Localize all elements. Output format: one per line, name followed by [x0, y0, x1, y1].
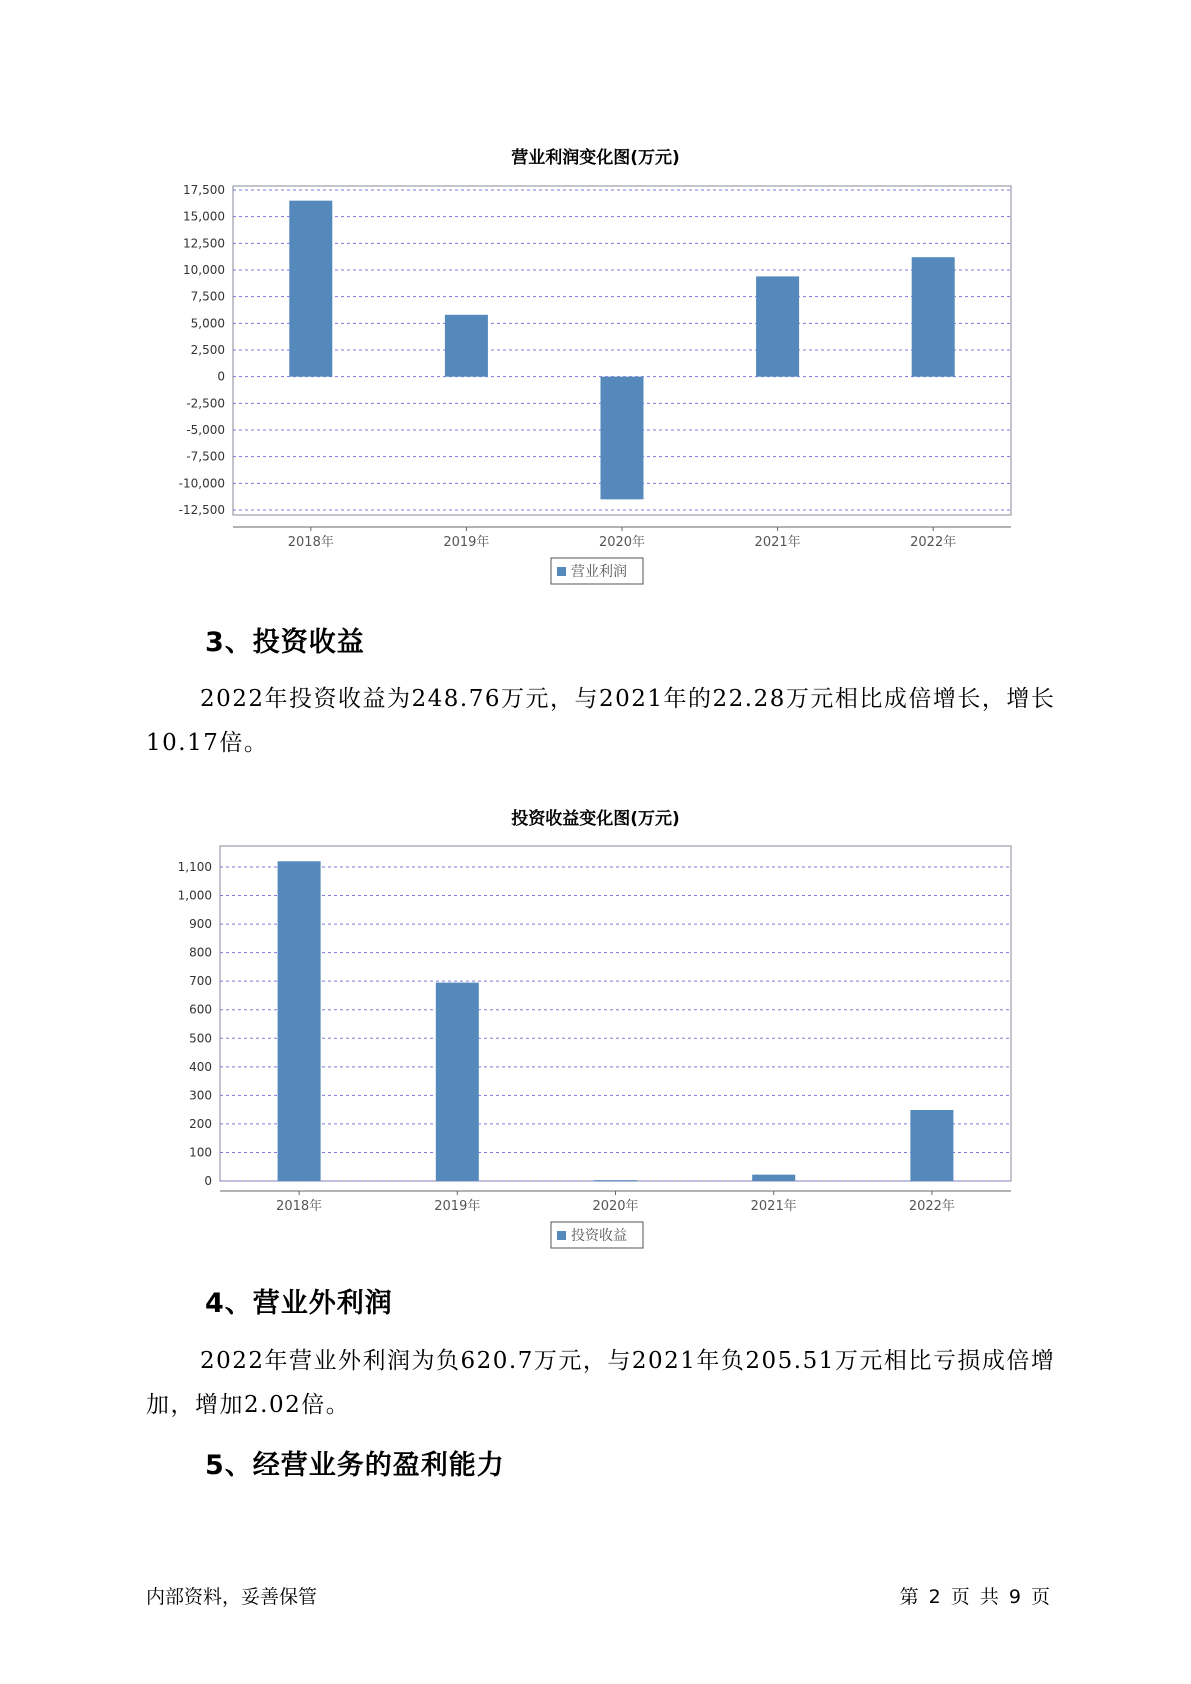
bar-2021年: [756, 276, 799, 376]
y-tick-label: 17,500: [183, 183, 225, 197]
bar-2019年: [445, 315, 488, 377]
x-tick-label: 2019年: [443, 535, 490, 550]
y-tick-label: 400: [189, 1059, 212, 1074]
y-tick-label: -10,000: [178, 476, 225, 491]
footer-page-number: 第 2 页 共 9 页: [899, 1586, 1052, 1608]
x-tick-label: 2020年: [598, 535, 646, 550]
x-tick-label: 2020年: [592, 1199, 639, 1214]
x-tick-label: 2018年: [276, 1199, 323, 1214]
bar-2022年: [910, 1110, 953, 1181]
legend-label: 投资收益: [571, 1228, 627, 1244]
y-tick-label: 700: [189, 974, 212, 989]
x-tick-label: 2022年: [910, 535, 957, 550]
y-tick-label: 1,100: [177, 860, 212, 874]
x-tick-label: 2022年: [908, 1199, 955, 1214]
footer-confidential-note: 内部资料，妥善保管: [146, 1586, 318, 1608]
y-tick-label: 300: [189, 1088, 212, 1103]
investment-income-chart: [0, 830, 1191, 1250]
bar-2018年: [289, 201, 332, 377]
y-tick-label: -2,500: [186, 396, 225, 411]
bar-2021年: [752, 1175, 795, 1181]
section-paragraph-investment-income: 2022年投资收益为248.76万元，与2021年的22.28万元相比成倍增长，增长10.17倍。: [146, 686, 1056, 756]
y-tick-label: 1,000: [177, 888, 212, 903]
y-tick-label: -7,500: [186, 449, 225, 464]
bar-2018年: [278, 861, 321, 1181]
y-tick-label: 0: [204, 1174, 212, 1188]
legend-swatch: [557, 1231, 566, 1240]
y-tick-label: 100: [189, 1145, 212, 1160]
y-tick-label: 0: [217, 369, 225, 384]
bar-2022年: [912, 257, 955, 376]
chart2-title: 投资收益变化图(万元): [511, 809, 680, 829]
section-heading-business-profitability: 5、经营业务的盈利能力: [205, 1450, 505, 1481]
bar-2020年: [601, 377, 644, 500]
x-tick-label: 2018年: [287, 535, 334, 550]
y-tick-label: 15,000: [183, 209, 225, 224]
legend-label: 营业利润: [571, 564, 627, 580]
y-tick-label: 500: [189, 1031, 212, 1046]
operating-profit-chart: [0, 170, 1191, 590]
bar-2019年: [436, 983, 479, 1181]
y-tick-label: 7,500: [190, 289, 225, 304]
y-tick-label: 800: [189, 945, 212, 960]
y-tick-label: 12,500: [183, 236, 225, 251]
y-tick-label: -12,500: [178, 503, 225, 517]
bar-2020年: [594, 1180, 637, 1181]
y-tick-label: 2,500: [190, 343, 225, 357]
x-tick-label: 2021年: [750, 1199, 797, 1214]
y-tick-label: 5,000: [190, 316, 225, 331]
section-heading-non-operating-profit: 4、营业外利润: [205, 1288, 393, 1319]
y-tick-label: 600: [189, 1002, 212, 1017]
legend-swatch: [557, 567, 566, 576]
y-tick-label: 900: [189, 917, 212, 932]
section-heading-investment-income: 3、投资收益: [205, 627, 365, 658]
x-tick-label: 2019年: [434, 1199, 481, 1214]
chart1-title: 营业利润变化图(万元): [511, 148, 680, 168]
section-paragraph-non-operating-profit: 2022年营业外利润为负620.7万元，与2021年负205.51万元相比亏损成倍增加，增加2.02倍。: [146, 1348, 1056, 1418]
y-tick-label: 200: [189, 1116, 212, 1131]
y-tick-label: 10,000: [183, 263, 225, 277]
x-tick-label: 2021年: [754, 535, 801, 550]
plot-frame: [220, 846, 1011, 1181]
y-tick-label: -5,000: [186, 423, 225, 437]
